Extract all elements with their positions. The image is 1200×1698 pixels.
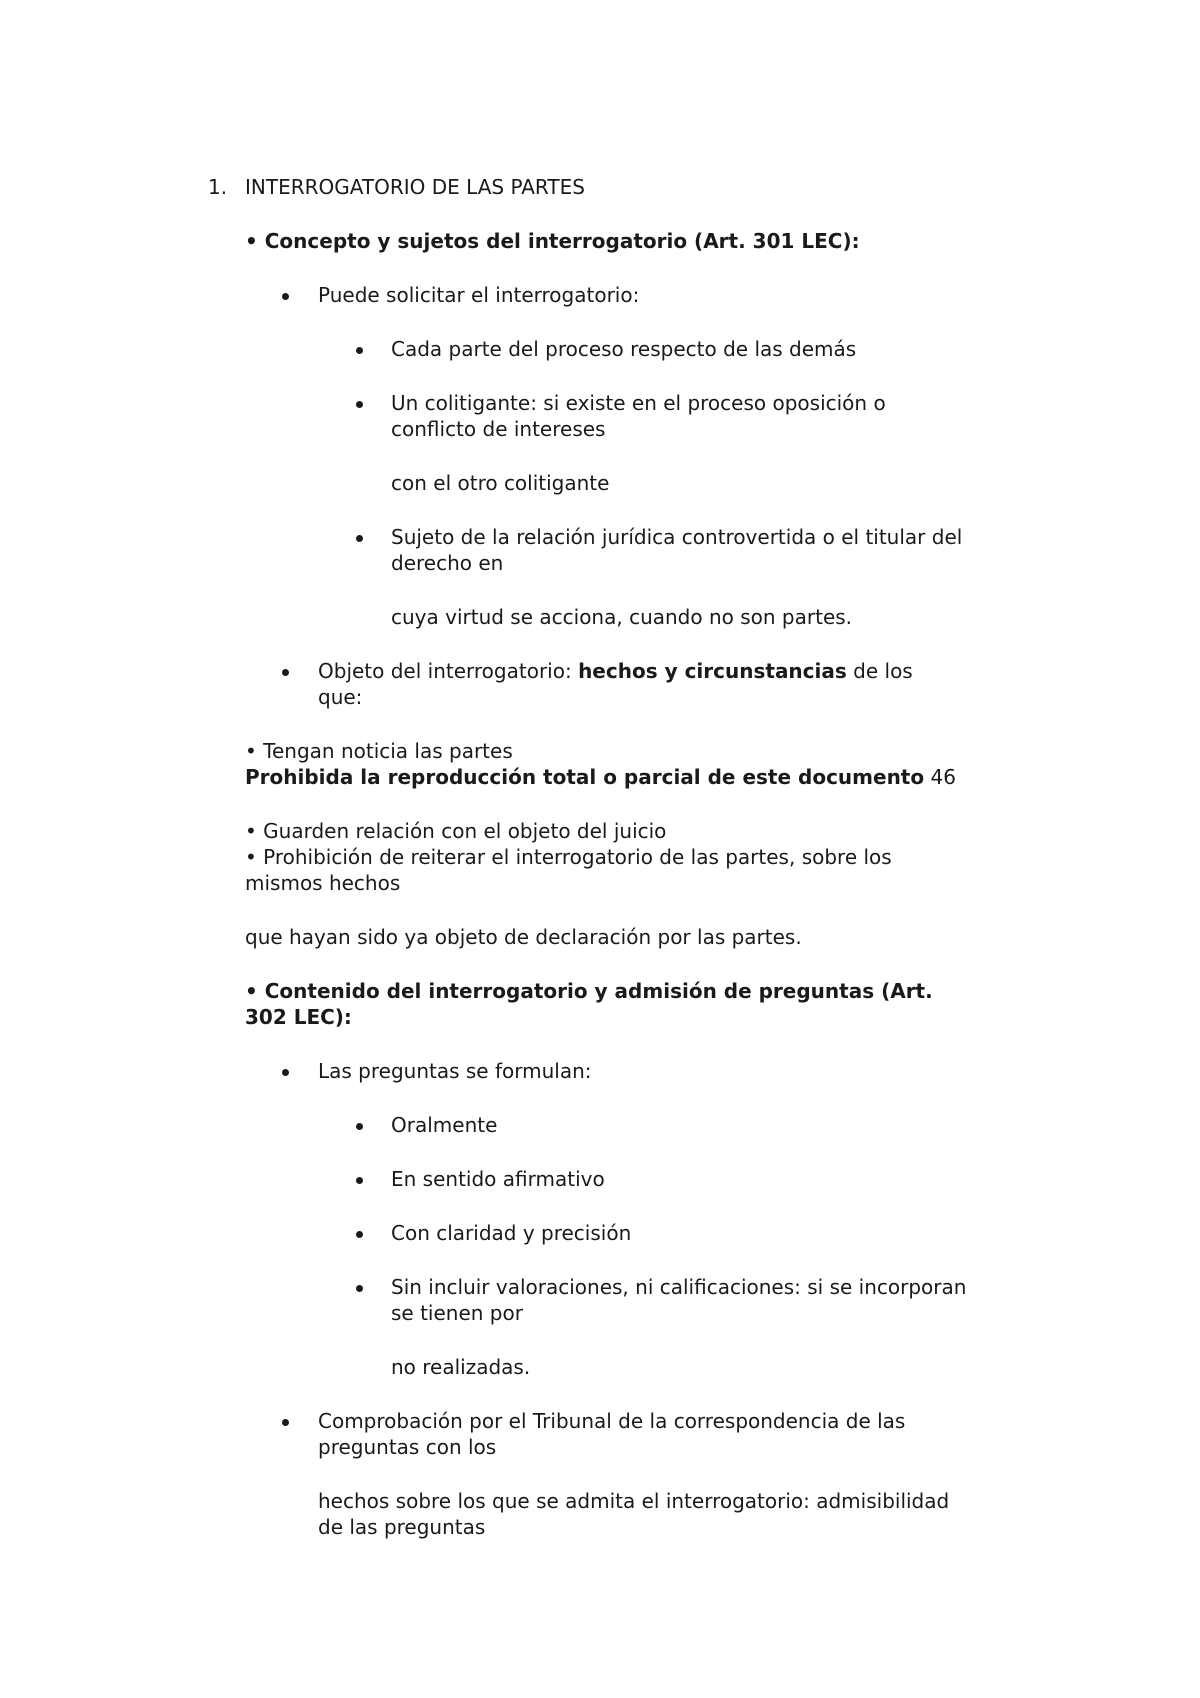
bullet-icon	[356, 401, 363, 408]
bullet-icon	[356, 1123, 363, 1130]
tengan-text: • Tengan noticia las partes	[245, 739, 513, 763]
solicitar-text: Puede solicitar el interrogatorio:	[318, 283, 640, 307]
objeto-bold: hechos y circunstancias	[578, 659, 847, 683]
list-item: Sin incluir valoraciones, ni calificaciones: si se incorporan	[391, 1275, 967, 1299]
prohibicion-continuation: mismos hechos	[245, 871, 401, 895]
list-item-continuation: cuya virtud se acciona, cuando no son partes.	[391, 605, 853, 629]
formulan-text: Las preguntas se formulan:	[318, 1059, 592, 1083]
bullet-icon	[356, 1231, 363, 1238]
list-item-continuation: no realizadas.	[391, 1355, 531, 1379]
heading-number: 1.	[208, 175, 228, 199]
prohibicion-text: • Prohibición de reiterar el interrogatorio de las partes, sobre los	[245, 845, 892, 869]
bullet-icon	[356, 1285, 363, 1292]
comprobacion-continuation: hechos sobre los que se admita el interrogatorio: admisibilidad	[318, 1489, 950, 1513]
list-item: Cada parte del proceso respecto de las demás	[391, 337, 857, 361]
prohibicion-continuation: que hayan sido ya objeto de declaración por las partes.	[245, 925, 802, 949]
guarden-text: • Guarden relación con el objeto del juicio	[245, 819, 667, 843]
comprobacion-continuation: preguntas con los	[318, 1435, 497, 1459]
comprobacion-text: Comprobación por el Tribunal de la correspondencia de las	[318, 1409, 906, 1433]
bullet-icon	[356, 1177, 363, 1184]
list-item: Sujeto de la relación jurídica controvertida o el titular del	[391, 525, 963, 549]
bullet-icon	[356, 347, 363, 354]
bullet-icon	[282, 669, 289, 676]
list-item: Oralmente	[391, 1113, 498, 1137]
objeto-suffix: de los	[846, 659, 913, 683]
objeto-continuation: que:	[318, 685, 363, 709]
bullet-icon	[356, 535, 363, 542]
bullet-icon	[282, 293, 289, 300]
bullet-icon	[282, 1069, 289, 1076]
footer-notice: Prohibida la reproducción total o parcial de este documento	[245, 765, 925, 789]
list-item-continuation: se tienen por	[391, 1301, 523, 1325]
page-footer	[245, 764, 956, 790]
objeto-line	[318, 658, 913, 684]
list-item-continuation: con el otro colitigante	[391, 471, 610, 495]
list-item-continuation: derecho en	[391, 551, 504, 575]
bullet-icon	[282, 1419, 289, 1426]
section2-title: • Contenido del interrogatorio y admisión de preguntas (Art.	[245, 979, 933, 1003]
list-item: Un colitigante: si existe en el proceso oposición o	[391, 391, 886, 415]
objeto-prefix: Objeto del interrogatorio:	[318, 659, 579, 683]
section1-title: • Concepto y sujetos del interrogatorio (Art. 301 LEC):	[245, 229, 860, 253]
section2-title-continuation: 302 LEC):	[245, 1005, 352, 1029]
list-item: En sentido afirmativo	[391, 1167, 605, 1191]
comprobacion-continuation: de las preguntas	[318, 1515, 486, 1539]
list-item: Con claridad y precisión	[391, 1221, 632, 1245]
heading-title: INTERROGATORIO DE LAS PARTES	[245, 175, 585, 199]
list-item-continuation: conflicto de intereses	[391, 417, 606, 441]
page-number: 46	[924, 765, 956, 789]
